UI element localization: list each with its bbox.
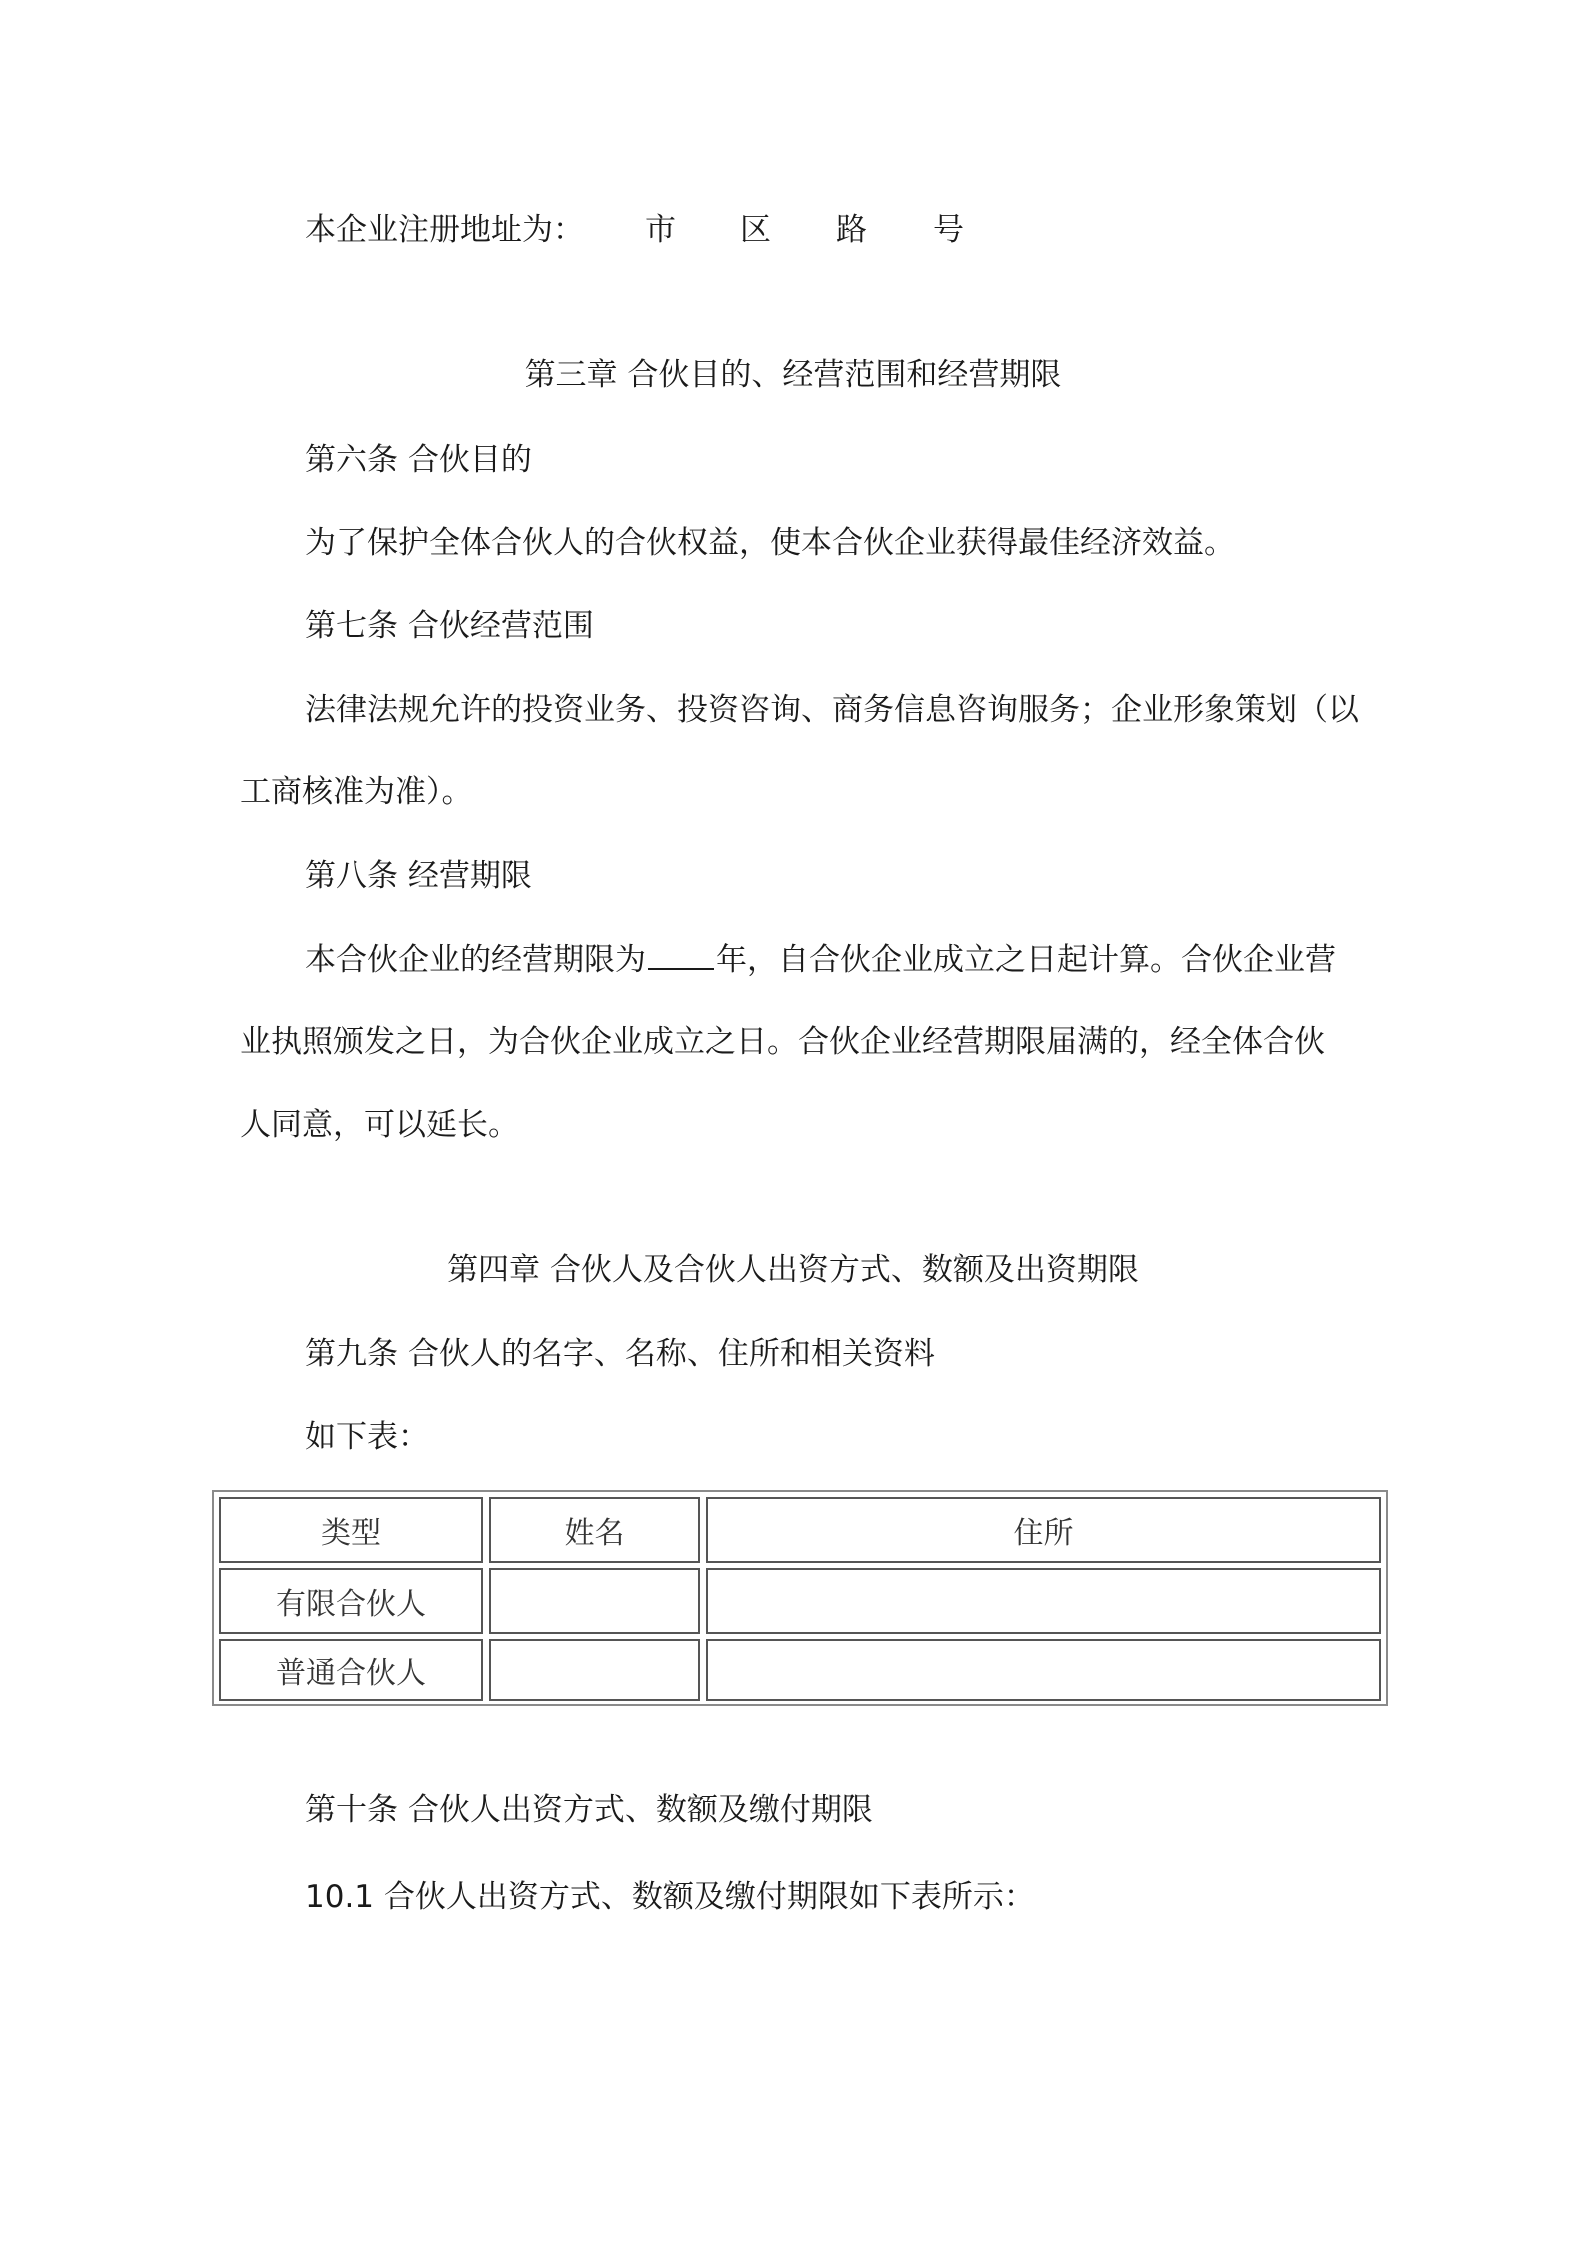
table-header-type: 类型: [219, 1497, 483, 1563]
article-7-text-line-1: 法律法规允许的投资业务、投资咨询、商务信息咨询服务；企业形象策划（以: [305, 692, 1359, 728]
chapter-3-title: 第三章 合伙目的、经营范围和经营期限: [524, 357, 1062, 393]
article-8-heading: 第八条 经营期限: [305, 858, 532, 894]
article-10-heading: 第十条 合伙人出资方式、数额及缴付期限: [305, 1792, 873, 1828]
table-cell-name-limited: [489, 1568, 700, 1634]
registered-address-line: [305, 210, 584, 250]
article-8-text-pre: 本合伙企业的经营期限为: [305, 942, 646, 978]
table-cell-name-general: [489, 1639, 700, 1701]
table-header-name: 姓名: [489, 1497, 700, 1563]
table-cell-address-general: [706, 1639, 1381, 1701]
address-label: 本企业注册地址为：: [305, 212, 584, 248]
article-8-text-line-2: 业执照颁发之日，为合伙企业成立之日。合伙企业经营期限届满的，经全体合伙: [240, 1024, 1325, 1060]
address-number: 号: [933, 212, 964, 248]
table-header-address: 住所: [706, 1497, 1381, 1563]
address-district: 区: [740, 212, 771, 248]
article-6-heading: 第六条 合伙目的: [305, 442, 532, 478]
table-cell-type-general: 普通合伙人: [219, 1639, 483, 1701]
article-8-text-line-1: [305, 938, 1336, 980]
article-9-heading: 第九条 合伙人的名字、名称、住所和相关资料: [305, 1336, 935, 1372]
article-7-heading: 第七条 合伙经营范围: [305, 608, 594, 644]
address-city: 市: [645, 212, 676, 248]
article-10-1-text: 10.1 合伙人出资方式、数额及缴付期限如下表所示：: [305, 1879, 1035, 1915]
chapter-4-title: 第四章 合伙人及合伙人出资方式、数额及出资期限: [447, 1252, 1139, 1288]
partners-table: [212, 1490, 1388, 1706]
address-road: 路: [836, 212, 867, 248]
article-7-text-line-2: 工商核准为准）。: [240, 774, 473, 810]
table-intro: 如下表：: [305, 1419, 429, 1455]
term-years-blank: [648, 938, 714, 970]
article-8-text-line-3: 人同意，可以延长。: [240, 1107, 519, 1143]
article-8-text-post: 年，自合伙企业成立之日起计算。合伙企业营: [716, 942, 1336, 978]
table-cell-address-limited: [706, 1568, 1381, 1634]
article-6-text: 为了保护全体合伙人的合伙权益，使本合伙企业获得最佳经济效益。: [305, 525, 1235, 561]
table-cell-type-limited: 有限合伙人: [219, 1568, 483, 1634]
